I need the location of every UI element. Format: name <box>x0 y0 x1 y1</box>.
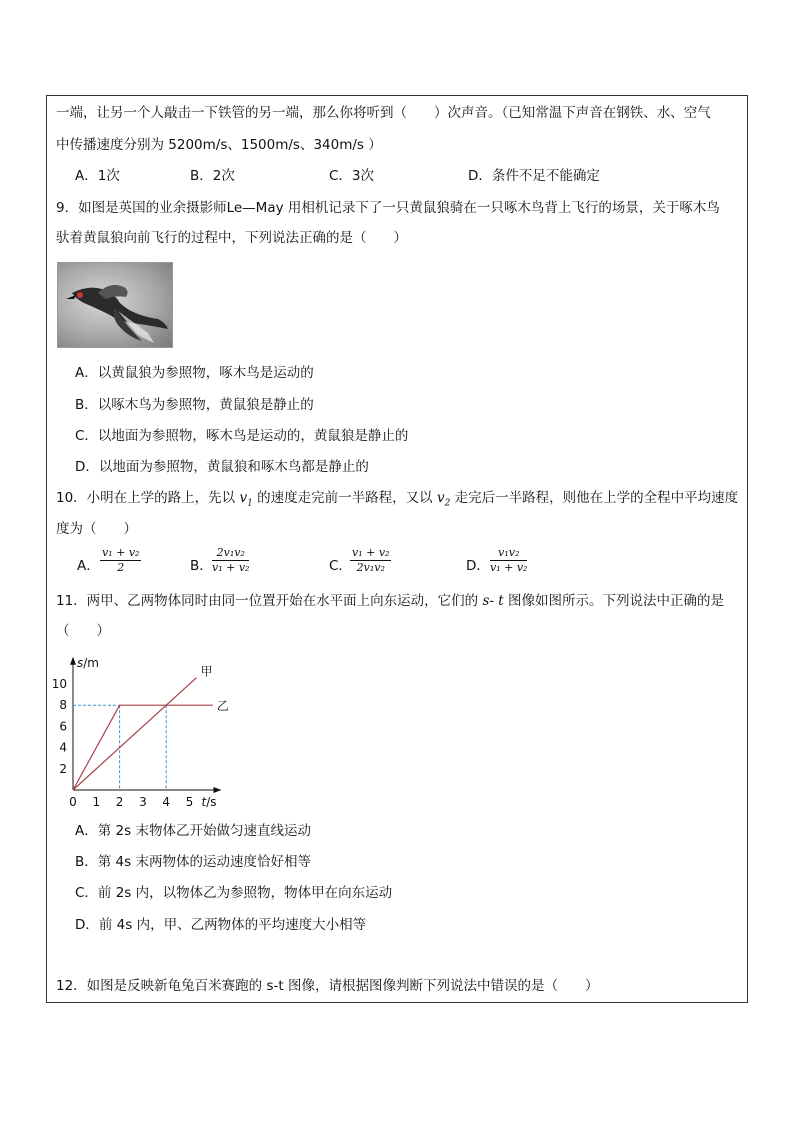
q10-line-2: 度为（ ） <box>56 521 137 537</box>
q10-option-c-label[interactable]: C． <box>329 558 352 574</box>
q10-option-a-label[interactable]: A． <box>77 558 100 574</box>
q8-option-d[interactable]: D．条件不足不能确定 <box>468 168 600 184</box>
q10-option-c-fraction: $\frac{\text{v₁ + v₂}}{\text{2v₁v₂}}$ <box>352 546 390 574</box>
q8-line-2: 中传播速度分别为 5200m/s、1500m/s、340m/s ） <box>56 137 382 153</box>
woodpecker-weasel-photo <box>57 262 173 348</box>
x-tick-label: 4 <box>162 795 171 809</box>
q10-option-d-fraction: $\frac{\text{v₁v₂}}{\text{v₁ + v₂}}$ <box>490 546 528 574</box>
series-label-0: 甲 <box>200 664 213 679</box>
y-tick-label: 8 <box>59 698 67 713</box>
q9-option-d[interactable]: D．以地面为参照物，黄鼠狼和啄木鸟都是静止的 <box>75 459 369 475</box>
q11-option-b[interactable]: B．第 4s 末两物体的运动速度恰好相等 <box>75 854 311 870</box>
q11-option-a[interactable]: A．第 2s 末物体乙开始做匀速直线运动 <box>75 823 311 839</box>
q11-option-d[interactable]: D．前 4s 内，甲、乙两物体的平均速度大小相等 <box>75 917 367 933</box>
q11-option-c[interactable]: C．前 2s 内，以物体乙为参照物，物体甲在向东运动 <box>75 885 393 901</box>
y-tick-label: 6 <box>59 719 67 734</box>
y-tick-label: 2 <box>59 761 67 776</box>
q10-option-b-label[interactable]: B． <box>190 558 213 574</box>
y-axis-arrow <box>70 657 76 665</box>
q9-line-2: 驮着黄鼠狼向前飞行的过程中，下列说法正确的是（ ） <box>56 230 407 246</box>
series-line-0 <box>73 678 196 790</box>
x-tick-label: 3 <box>139 795 147 809</box>
q9-option-a[interactable]: A．以黄鼠狼为参照物，啄木鸟是运动的 <box>75 365 314 381</box>
q8-option-b[interactable]: B．2次 <box>190 168 235 184</box>
bird-silhouette-icon <box>58 263 172 347</box>
q8-line-1: 一端，让另一个人敲击一下铁管的另一端，那么你将听到（ ）次声音。（已知常温下声音在钢铁、水、空气 <box>56 105 711 121</box>
q11-line-2: （ ） <box>56 623 110 639</box>
q9-line-1: 9．如图是英国的业余摄影师Le—May 用相机记录下了一只黄鼠狼骑在一只啄木鸟背上飞行的场景，关于啄木鸟 <box>56 200 720 216</box>
y-tick-label: 4 <box>59 740 67 755</box>
q9-option-c[interactable]: C．以地面为参照物，啄木鸟是运动的，黄鼠狼是静止的 <box>75 428 409 444</box>
series-line-1 <box>73 705 213 790</box>
q10-option-a-fraction: $\frac{\text{v₁ + v₂}}{2}$ <box>102 546 140 574</box>
x-tick-label: 5 <box>185 795 194 809</box>
q10-line-1: 10．小明在上学的路上，先以 $v_1$ 的速度走完前一半路程，又以 $v_2$ 走完后一半路程，则他在上学的全程中平均速度 <box>56 490 739 509</box>
x-tick-label: 2 <box>115 795 124 809</box>
q11-line-1: 11．两甲、乙两物体同时由同一位置开始在水平面上向东运动，它们的 s- t 图像如图所示。下列说法中正确的是 <box>56 593 724 609</box>
st-graph <box>50 648 250 814</box>
x-tick-label: 0 <box>69 795 77 809</box>
x-tick-label: 1 <box>92 795 101 809</box>
x-axis-arrow <box>213 787 221 793</box>
q12-line-1: 12．如图是反映新龟兔百米赛跑的 s-t 图像，请根据图像判断下列说法中错误的是（ ） <box>56 978 599 994</box>
q10-option-b-fraction: $\frac{\text{2v₁v₂}}{\text{v₁ + v₂}}$ <box>212 546 250 574</box>
series-label-1: 乙 <box>216 699 229 714</box>
x-axis-label: t/s <box>201 795 217 809</box>
q10-option-d-label[interactable]: D． <box>466 558 490 574</box>
y-tick-label: 10 <box>51 677 67 691</box>
q8-option-a[interactable]: A．1次 <box>75 168 120 184</box>
q8-option-c[interactable]: C．3次 <box>329 168 375 184</box>
y-axis-label: s/m <box>77 655 99 670</box>
q9-option-b[interactable]: B．以啄木鸟为参照物，黄鼠狼是静止的 <box>75 397 314 413</box>
